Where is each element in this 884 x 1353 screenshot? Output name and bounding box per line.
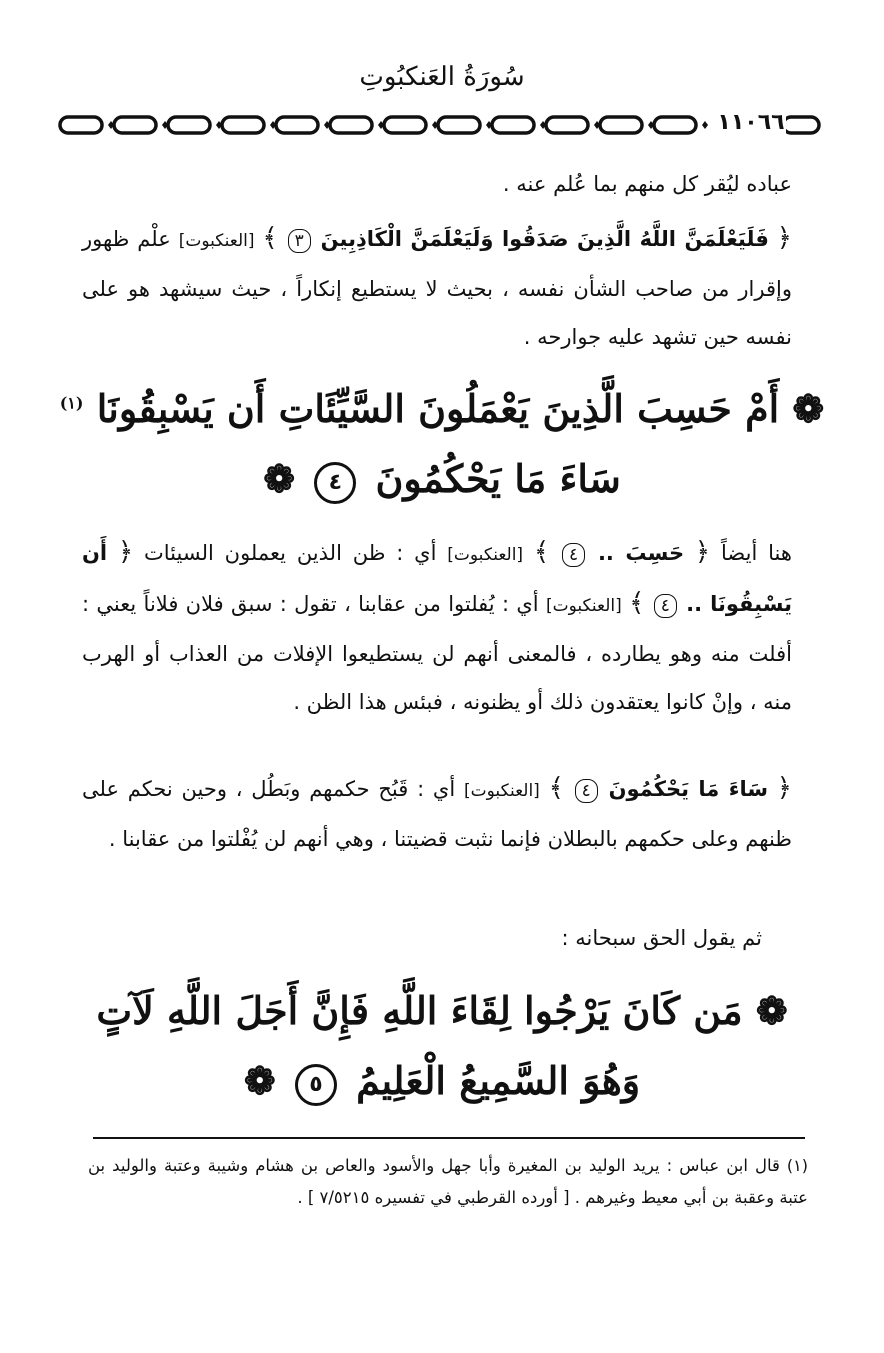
paragraph-text: أي : ظن الذين يعملون السيئات (144, 541, 437, 565)
verse-5-line-1 (0, 988, 884, 1033)
footnote-mark: (١) (59, 393, 84, 413)
paragraph-4 (82, 764, 792, 863)
verse-ornament-icon: ❁ (792, 386, 825, 431)
surah-reference: [العنكبوت] (447, 545, 524, 565)
paragraph-1 (82, 160, 792, 208)
verse-text: وَهُوَ السَّمِيعُ الْعَلِيمُ (356, 1058, 641, 1103)
ornamental-rule (58, 112, 822, 138)
inline-verse: أَن يَسْبِقُونَا .. (82, 541, 792, 616)
surah-reference: [العنكبوت] (545, 596, 622, 616)
paragraph-text: أي : يُفلتوا من عقابنا ، تقول : سبق فلان فلاناً يعني : أفلت منه وهو يطارده ، فالمعنى أنهم لن يستطيعوا الإفلات من العذاب أو الهرب منه ، وإنْ كانوا يعتقدون ذلك أو يظنونه ، فبئس هذا الظن . (82, 592, 792, 714)
ayah-number: ٣ (288, 229, 311, 253)
paragraph-text: هنا أيضاً (720, 541, 792, 565)
page-number: ١١٠٦٦ (717, 110, 785, 135)
verse-4-line-2 (0, 456, 884, 504)
verse-5-line-2 (0, 1058, 884, 1106)
footnote-divider (93, 1137, 805, 1139)
ayah-number: ٤ (562, 543, 585, 567)
quran-bracket-open: ﴿ (117, 537, 134, 567)
footnote (88, 1150, 808, 1214)
verse-text: سَاءَ مَا يَحْكُمُونَ (375, 456, 621, 501)
paragraph-2 (82, 214, 792, 361)
surah-reference: [العنكبوت] (464, 781, 540, 801)
paragraph-3 (82, 528, 792, 726)
verse-ornament-icon: ❁ (263, 456, 296, 501)
quran-bracket-open: ﴿ (776, 223, 792, 253)
footnote-text: قال ابن عباس : يريد الوليد بن المغيرة وأبا جهل والأسود والعاص بن هشام وشيبة وعتبة والوليد بن عتبة وعقبة بن أبي معيط وغيرهم . [ أورده القرطبي في تفسيره ٧/٥٢١٥ ] . (88, 1156, 808, 1207)
paragraph-text: عباده ليُقر كل منهم بما عُلم عنه . (502, 172, 792, 196)
verse-ornament-icon: ❁ (755, 988, 788, 1033)
quran-bracket-open: ﴿ (776, 773, 793, 803)
surah-title: سُورَةُ العَنكبُوتِ (359, 62, 525, 92)
ayah-number-badge: ٤ (314, 462, 356, 504)
paragraph-text: ثم يقول الحق سبحانه : (561, 926, 762, 950)
quran-bracket-close: ﴾ (548, 773, 564, 803)
verse-ornament-icon: ❁ (243, 1058, 276, 1103)
paragraph-5 (82, 914, 792, 962)
paragraph-text: أي : قَبُح حكمهم وبَطُل ، وحين نحكم على ظنهم وعلى حكمهم بالبطلان فإنما نثبت قضيتنا ، وهي أنهم لن يُفْلتوا من عقابنا . (82, 777, 792, 851)
footnote-marker: (١) (786, 1156, 809, 1175)
paragraph-text: علْم ظهور وإقرار من صاحب الشأن نفسه ، بحيث لا يستطيع إنكاراً ، حيث سيشهد هو على نفسه حين تشهد عليه جوارحه . (82, 227, 792, 349)
inline-verse: حَسِبَ .. (597, 541, 685, 565)
surah-reference: [العنكبوت] (178, 231, 255, 251)
quran-bracket-close: ﴾ (629, 588, 645, 618)
ayah-number: ٤ (575, 779, 598, 803)
inline-verse: سَاءَ مَا يَحْكُمُونَ (608, 777, 768, 801)
verse-text: أَمْ حَسِبَ الَّذِينَ يَعْمَلُونَ السَّيِّئَاتِ أَن يَسْبِقُونَا (96, 386, 780, 431)
verse-text: مَن كَانَ يَرْجُوا لِقَاءَ اللَّهِ فَإِنَّ أَجَلَ اللَّهِ لَآتٍ (96, 988, 743, 1033)
quran-bracket-close: ﴾ (533, 537, 550, 567)
ayah-number-badge: ٥ (295, 1064, 337, 1106)
quran-bracket-close: ﴾ (262, 223, 278, 253)
inline-verse: فَلَيَعْلَمَنَّ اللَّهُ الَّذِينَ صَدَقُوا وَلَيَعْلَمَنَّ الْكَاذِبِينَ (320, 227, 769, 251)
verse-4-line-1 (0, 386, 884, 431)
ayah-number: ٤ (654, 594, 677, 618)
quran-bracket-open: ﴿ (694, 537, 711, 567)
